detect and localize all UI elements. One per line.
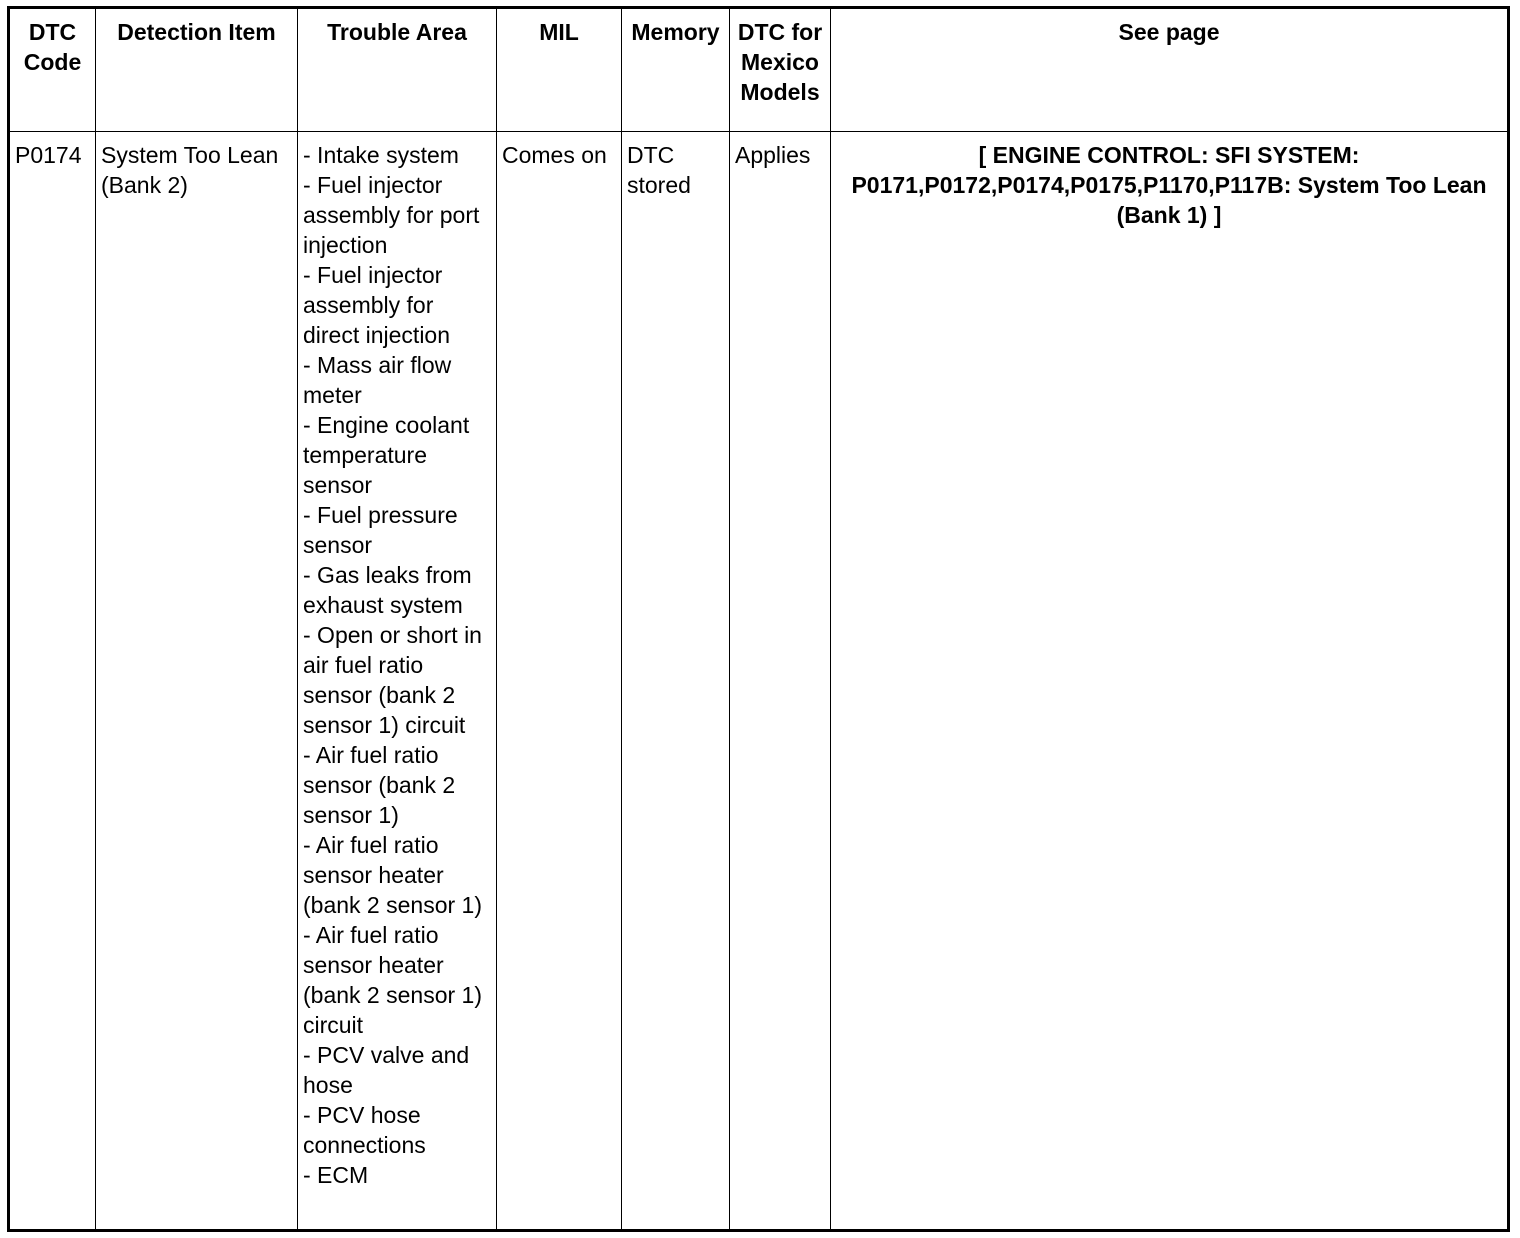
header-see-page: See page [831, 8, 1509, 132]
cell-detection-item: System Too Lean (Bank 2) [96, 132, 298, 1231]
list-item: - Air fuel ratio sensor heater (bank 2 sensor 1) circuit [303, 922, 482, 1038]
list-item: - Open or short in air fuel ratio sensor (bank 2 sensor 1) circuit [303, 622, 482, 738]
dtc-table [7, 6, 1510, 1232]
trouble-area-list [303, 140, 491, 1190]
cell-mil: Comes on [497, 132, 622, 1231]
cell-dtc-code: P0174 [9, 132, 96, 1231]
cell-trouble-area [298, 132, 497, 1231]
header-mil: MIL [497, 8, 622, 132]
cell-memory: DTC stored [622, 132, 730, 1231]
list-item: - Intake system [303, 142, 459, 168]
cell-mexico-models: Applies [730, 132, 831, 1231]
list-item: - Gas leaks from exhaust system [303, 562, 472, 618]
list-item: - ECM [303, 1162, 369, 1188]
list-item: - Engine coolant temperature sensor [303, 412, 470, 498]
header-detection-item: Detection Item [96, 8, 298, 132]
table-row [9, 132, 1509, 1231]
list-item: - PCV hose connections [303, 1102, 426, 1158]
list-item: - Fuel injector assembly for port injection [303, 172, 480, 258]
header-dtc-code: DTC Code [9, 8, 96, 132]
header-mexico-models: DTC for Mexico Models [730, 8, 831, 132]
header-memory: Memory [622, 8, 730, 132]
list-item: - PCV valve and hose [303, 1042, 470, 1098]
header-trouble-area: Trouble Area [298, 8, 497, 132]
see-page-link[interactable]: [ ENGINE CONTROL: SFI SYSTEM: P0171,P0172,P0174,P0175,P1170,P117B: System Too Lean (Bank 1) ] [831, 132, 1509, 1231]
list-item: - Fuel pressure sensor [303, 502, 458, 558]
list-item: - Air fuel ratio sensor (bank 2 sensor 1) [303, 742, 456, 828]
list-item: - Mass air flow meter [303, 352, 452, 408]
header-row [9, 8, 1509, 132]
list-item: - Fuel injector assembly for direct injection [303, 262, 451, 348]
list-item: - Air fuel ratio sensor heater (bank 2 sensor 1) [303, 832, 482, 918]
